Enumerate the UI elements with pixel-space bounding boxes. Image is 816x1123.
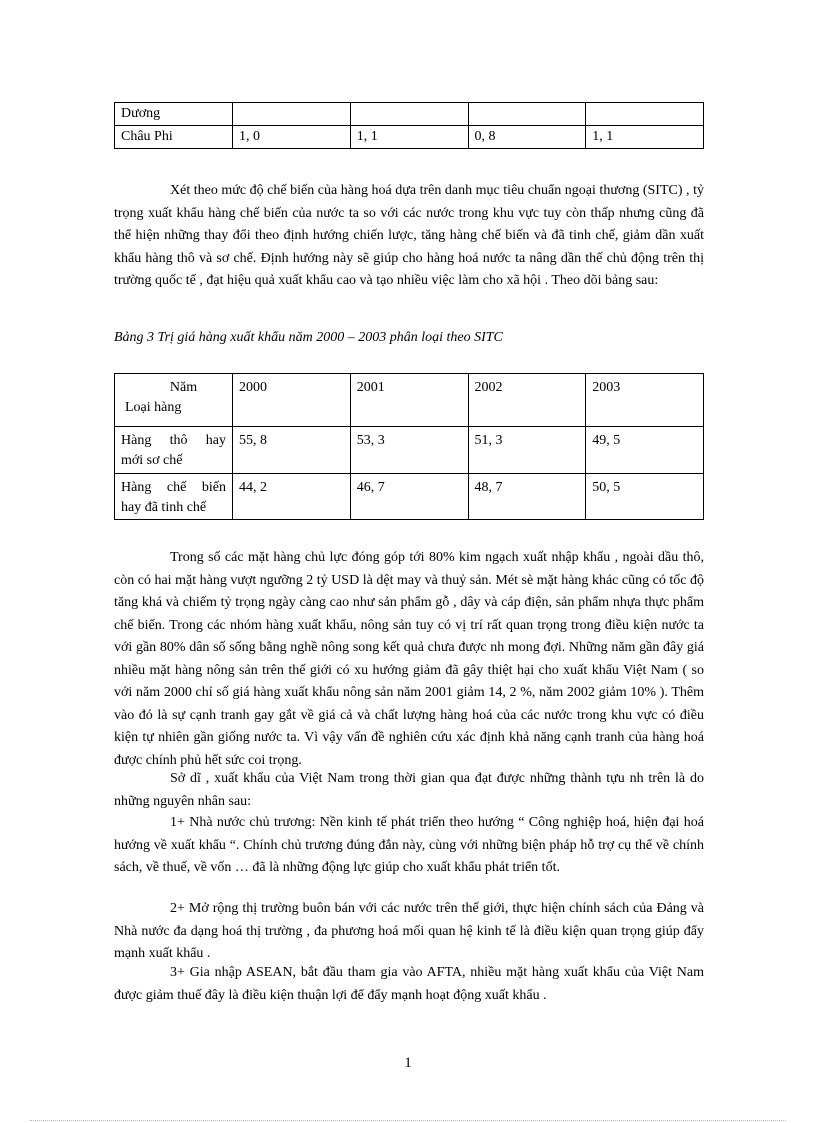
table-cell: Dương — [115, 103, 233, 126]
table-cell — [468, 103, 586, 126]
table-row — [115, 427, 704, 474]
table-cell: 44, 2 — [233, 474, 351, 520]
table-header-cell — [115, 374, 233, 427]
table-cell: 1, 1 — [586, 126, 704, 149]
year-header: 2002 — [468, 374, 586, 427]
table-cell — [350, 103, 468, 126]
paragraph-reason-3: 3+ Gia nhập ASEAN, bắt đầu tham gia vào AFTA, nhiều mặt hàng xuất khẩu của Việt Nam được giảm thuế đây là điều kiện thuận lợi để đẩy mạnh hoạt động xuất khẩu . — [114, 965, 704, 1003]
table-cell: 1, 0 — [233, 126, 351, 149]
year-header: 2003 — [586, 374, 704, 427]
page-edge-divider — [30, 1120, 786, 1121]
table-cell: 50, 5 — [586, 474, 704, 520]
header-category-label: Loại hàng — [125, 400, 182, 415]
paragraph-sitc-intro: Xét theo mức độ chế biến của hàng hoá dựa trên danh mục tiêu chuẩn ngoại thương (SITC) , tỷ trọng xuất khẩu hàng chế biến của nước ta so với các nước trong khu vực tuy còn thấp nhưng cũng đã thể hiện những thay đổi theo định hướng chiến lược, tăng hàng chế biến và đã tinh chế, giảm dần xuất khẩu hàng thô và sơ chế. Định hướng này sẽ giúp cho hàng hoá nước ta nâng dần thế chủ động trên thị trường quốc tế , đạt hiệu quả xuất khẩu cao và tạo nhiều việc làm cho xã hội . Theo dõi bảng sau: — [114, 183, 704, 288]
region-table-continued — [114, 102, 704, 149]
table-row — [115, 126, 704, 149]
row-label-line: Hàng thô hay — [121, 433, 226, 448]
table-cell: 0, 8 — [468, 126, 586, 149]
table-header-row — [115, 374, 704, 427]
row-label-line: mới sơ chế — [121, 453, 183, 468]
table-caption: Bảng 3 Trị giá hàng xuất khẩu năm 2000 – 2003 phân loại theo SITC — [114, 330, 503, 345]
year-header: 2000 — [233, 374, 351, 427]
paragraph-reason-1: 1+ Nhà nước chủ trương: Nền kinh tế phát triển theo hướng “ Công nghiệp hoá, hiện đại hoá hướng về xuất khẩu “. Chính chủ trương đúng đắn này, cùng với những biện pháp hỗ trợ cụ thể về chính sách, về thuế, về vốn … đã là những động lực giúp cho xuất khẩu phát triển tốt. — [114, 815, 704, 875]
table-cell — [586, 103, 704, 126]
paragraph-reason-2: 2+ Mở rộng thị trường buôn bán với các nước trên thế giới, thực hiện chính sách của Đảng và Nhà nước đa dạng hoá thị trường , đa phương hoá mối quan hệ kinh tế là điều kiện quan trọng giúp đẩy mạnh xuất khẩu . — [114, 901, 704, 961]
table-cell: 49, 5 — [586, 427, 704, 474]
header-year-label: Năm — [169, 380, 198, 395]
table-cell: 53, 3 — [350, 427, 468, 474]
table-cell: Châu Phi — [115, 126, 233, 149]
row-label-cell — [115, 427, 233, 474]
row-label-cell — [115, 474, 233, 520]
table-cell: 46, 7 — [350, 474, 468, 520]
table-row — [115, 103, 704, 126]
table-cell — [233, 103, 351, 126]
paragraph-reasons-intro: Sở dĩ , xuất khẩu của Việt Nam trong thời gian qua đạt được những thành tựu nh trên là do những nguyên nhân sau: — [114, 771, 704, 809]
table-cell: 55, 8 — [233, 427, 351, 474]
year-header: 2001 — [350, 374, 468, 427]
page-number: 1 — [404, 1055, 412, 1071]
paragraph-key-exports: Trong số các mặt hàng chủ lực đóng góp tới 80% kim ngạch xuất nhập khẩu , ngoài dầu thô, còn có hai mặt hàng vượt ngưỡng 2 tỷ USD là dệt may và thuỷ sản. Mét sè mặt hàng khác cũng có tốc độ tăng khá và chiếm tỷ trọng ngày càng cao như sản phẩm gỗ , dây và cáp điện, sản phẩm nhựa thực phẩm chế biến. Trong các nhóm hàng xuất khẩu, nông sản tuy có vị trí rất quan trọng trong điều kiện nước ta với gần 80% dân số sống bằng nghề nông song kết quả chưa được nh mong đợi. Những năm gần đây giá nhiều mặt hàng nông sản trên thế giới có xu hướng giảm đã gây thiệt hại cho xuất khẩu Việt Nam ( so với năm 2000 chỉ số giá hàng xuất khẩu nông sản năm 2001 giảm 14, 2 %, năm 2002 giảm 10% ). Thêm vào đó là sự cạnh tranh gay gắt về giá cả và chất lượng hàng hoá của các nước trong khu vực có điều kiện tự nhiên gần giống nước ta. Vì vậy vấn đề nghiên cứu xác định khả năng cạnh tranh của hàng hoá được chính phủ hết sức coi trọng. — [114, 550, 704, 768]
table-cell: 51, 3 — [468, 427, 586, 474]
row-label-line: hay đã tinh chế — [121, 500, 207, 515]
table-cell: 48, 7 — [468, 474, 586, 520]
table-row — [115, 474, 704, 520]
row-label-line: Hàng chế biến — [121, 480, 226, 495]
sitc-export-table — [114, 373, 704, 520]
table-cell: 1, 1 — [350, 126, 468, 149]
